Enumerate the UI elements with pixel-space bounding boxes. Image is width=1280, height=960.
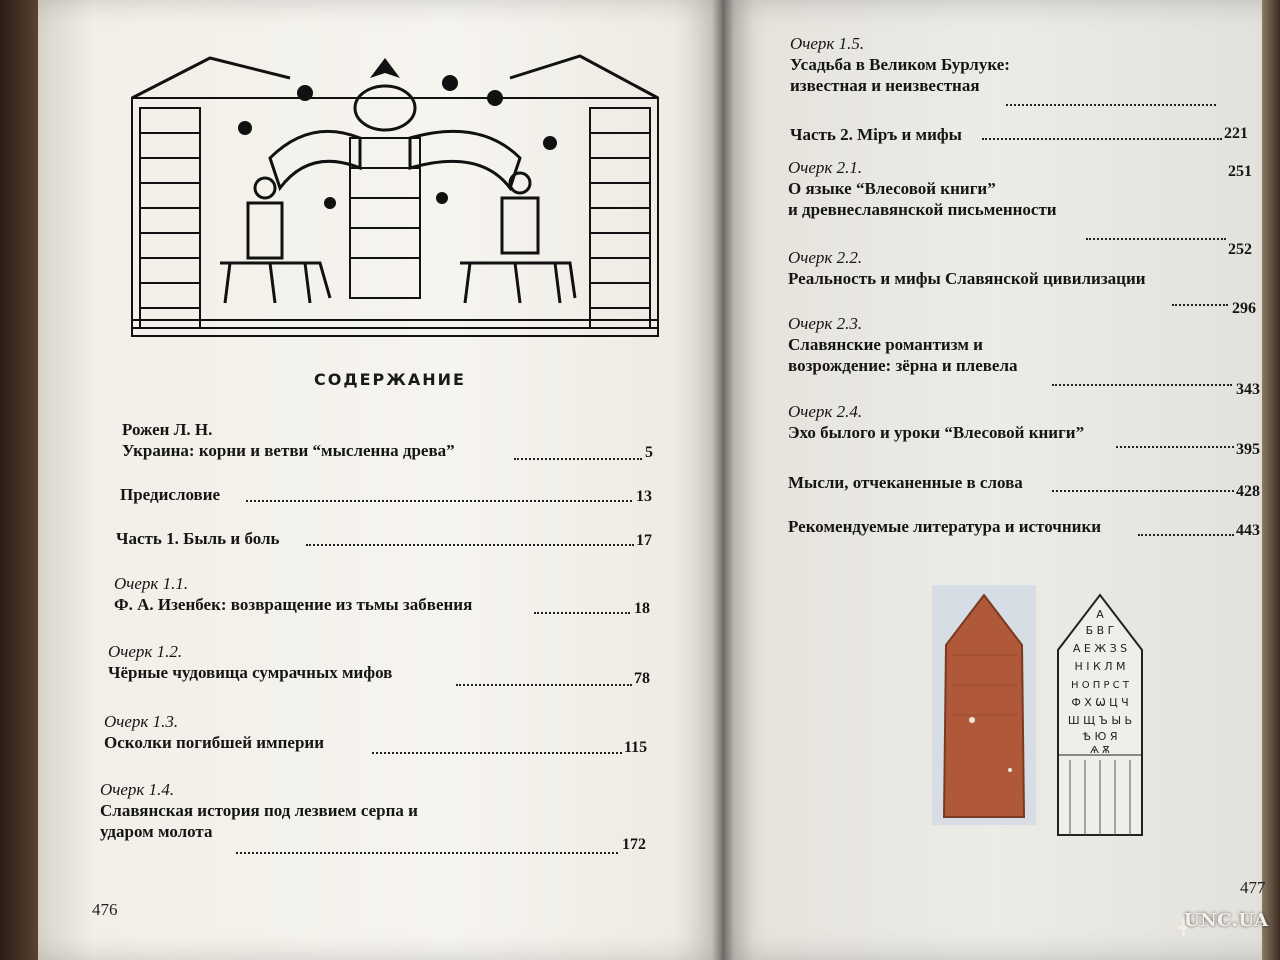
toc-entry [116, 528, 280, 549]
leader-dots [982, 138, 1222, 140]
page-ref: 251 [1228, 163, 1252, 180]
toc-entry [788, 402, 1084, 443]
entry-title: Осколки погибшей империи [104, 733, 325, 752]
wooden-tablet-photo [932, 585, 1036, 825]
entry-label: Очерк 1.2. [108, 642, 183, 661]
page-edges-right [1262, 0, 1280, 960]
entry-title: Украина: корни и ветви “мысленна древа” [122, 441, 455, 460]
entry-title: Реальность и мифы Славянской цивилизации [788, 269, 1146, 288]
entry-author: Рожен Л. Н. [122, 420, 213, 439]
entry-label: Очерк 2.2. [788, 248, 863, 267]
leader-dots [306, 544, 634, 546]
entry-title: Часть 2. Міръ и мифы [790, 125, 962, 144]
leader-dots [1172, 304, 1228, 306]
entry-title: ударом молота [100, 822, 213, 841]
page-number-left: 476 [92, 900, 118, 919]
entry-title: Часть 1. Быль и боль [116, 529, 280, 548]
toc-entry [788, 314, 1018, 376]
entry-title: Рекомендуемые литература и источники [788, 517, 1102, 536]
entry-title: Чёрные чудовища сумрачных мифов [108, 663, 393, 682]
leader-dots [1052, 490, 1234, 492]
toc-entry [122, 420, 455, 461]
tablet-letters: Ѧ Ѫ [1090, 745, 1110, 756]
entry-title: Ф. А. Изенбек: возвращение из тьмы забвения [114, 595, 473, 614]
page-ref: 428 [1236, 483, 1260, 500]
toc-entry [788, 472, 1023, 493]
entry-title: возрождение: зёрна и плевела [788, 356, 1018, 375]
toc-entry [120, 484, 220, 505]
page-ref: 17 [636, 532, 652, 549]
entry-label: Очерк 1.1. [114, 574, 189, 593]
tablet-letters: Н О П Р С Т [1071, 680, 1129, 691]
leader-dots [1138, 534, 1234, 536]
toc-entry [114, 574, 472, 615]
leader-dots [456, 684, 632, 686]
page-ref: 18 [634, 600, 650, 617]
entry-title: Предисловие [120, 485, 221, 504]
entry-title: Славянские романтизм и [788, 335, 983, 354]
leader-dots [236, 852, 618, 854]
tablet-letters: Ш Щ Ъ Ы Ь [1067, 714, 1133, 727]
tablet-letters: Н І К Л М [1074, 660, 1126, 673]
page-ref: 115 [624, 739, 648, 756]
tablet-letters: Б В Г [1085, 624, 1115, 637]
book-gutter [712, 0, 734, 960]
page-ref: 395 [1236, 441, 1260, 458]
entry-label: Очерк 1.4. [100, 780, 175, 799]
tablet-letters: Ф Х Ѡ Ц Ч [1071, 696, 1129, 709]
leader-dots [1052, 384, 1232, 386]
leader-dots [372, 752, 622, 754]
toc-title: СОДЕРЖАНИЕ [314, 370, 466, 389]
leader-dots [514, 458, 642, 460]
entry-title: и древнеславянской письменности [788, 200, 1057, 219]
entry-title: Мысли, отчеканенные в слова [788, 473, 1023, 492]
entry-title: Славянская история под лезвием серпа и [100, 801, 418, 820]
page-ref: 296 [1232, 300, 1256, 317]
watermark-text: UNC.UA [1184, 910, 1269, 931]
folk-ornament-illustration [130, 38, 660, 338]
leader-dots [1086, 238, 1226, 240]
entry-title: Усадьба в Великом Бурлуке: [790, 55, 1010, 74]
toc-entry [790, 34, 1010, 96]
tablet-drawing [1050, 590, 1150, 840]
page-ref: 221 [1224, 125, 1248, 142]
entry-label: Очерк 1.3. [104, 712, 179, 731]
entry-title: известная и неизвестная [790, 76, 980, 95]
toc-entry [108, 642, 392, 683]
page-ref: 13 [636, 488, 652, 505]
page-ref: 252 [1228, 241, 1252, 258]
toc-entry [788, 158, 1057, 220]
page-ref: 443 [1236, 522, 1260, 539]
page-ref: 78 [634, 670, 650, 687]
toc-entry [104, 712, 324, 753]
entry-label: Очерк 2.4. [788, 402, 863, 421]
entry-label: Очерк 1.5. [790, 34, 865, 53]
entry-title: Эхо былого и уроки “Влесовой книги” [788, 423, 1085, 442]
page-number-right: 477 [1240, 878, 1266, 897]
toc-entry [788, 248, 1146, 289]
entry-label: Очерк 2.1. [788, 158, 863, 177]
toc-entry [100, 780, 418, 842]
tablet-letters: А [1096, 608, 1104, 621]
leader-dots [246, 500, 632, 502]
leader-dots [1006, 104, 1216, 106]
tablet-letters: А Е Ж З Ѕ [1072, 642, 1128, 655]
page-ref: 343 [1236, 381, 1260, 398]
page-ref: 5 [645, 444, 653, 461]
tablet-letters: Ѣ Ю Я [1082, 730, 1118, 743]
entry-title: О языке “Влесовой книги” [788, 179, 996, 198]
leader-dots [534, 612, 630, 614]
page-ref: 172 [622, 836, 646, 853]
leader-dots [1116, 446, 1234, 448]
entry-label: Очерк 2.3. [788, 314, 863, 333]
toc-entry [788, 516, 1101, 537]
toc-entry [790, 124, 962, 145]
